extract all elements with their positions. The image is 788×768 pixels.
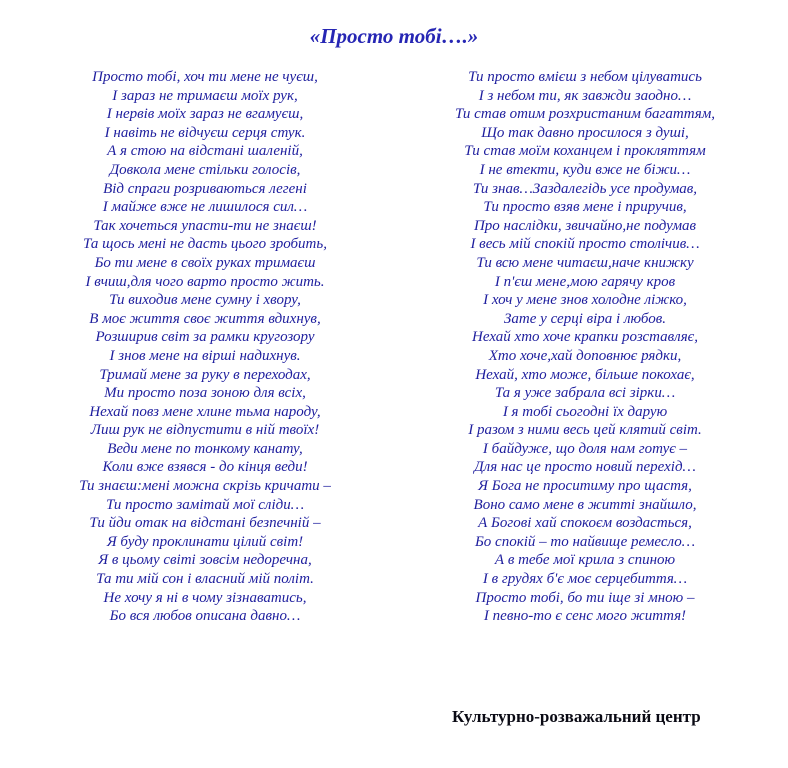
poem-title: «Просто тобі….» xyxy=(309,24,479,48)
verse-line: Ти просто замітай мої сліди… xyxy=(105,496,305,513)
verse-line: І навіть не відчуєш серця стук. xyxy=(104,124,306,141)
verse-line: Так хочеться упасти-ти не знаєш! xyxy=(93,217,317,234)
verse-line: Від спраги розриваються легені xyxy=(103,180,307,197)
verse-line: Нехай, хто може, більше покохає, xyxy=(475,366,695,383)
verse-line: Нехай хто хоче крапки розставляє, xyxy=(472,329,698,346)
verse-line: І не втекти, куди вже не біжи… xyxy=(479,161,691,178)
verse-line: Нехай повз мене хлине тьма народу, xyxy=(89,403,321,420)
verse-line: Ти просто взяв мене і приручив, xyxy=(483,199,687,216)
verse-line: Та я уже забрала всі зірки… xyxy=(494,385,676,402)
verse-line: Я Бога не проситиму про щастя, xyxy=(478,478,692,495)
verse-line: І в грудях б'є моє серцебиття… xyxy=(482,571,688,588)
verse-line: В моє життя своє життя вдихнув, xyxy=(89,310,321,327)
poem-column-right xyxy=(415,68,755,626)
verse-line: Лиш рук не відпустити в ній твоїх! xyxy=(90,422,320,439)
poem-column-left xyxy=(35,68,375,626)
verse-line: Та щось мені не дасть цього зробить, xyxy=(83,236,327,253)
verse-line: І певно-то є сенс мого життя! xyxy=(483,608,687,625)
verse-line: Ти знав…Заздалегідь усе продумав, xyxy=(472,180,698,197)
verse-line: Я буду проклинати цілий світ! xyxy=(106,533,304,550)
verse-line: І майже вже не лишилося сил… xyxy=(102,199,308,216)
verse-line: Ти просто вмієш з небом цілуватись xyxy=(468,69,702,85)
verse-line: Коли вже взявся - до кінця веди! xyxy=(102,459,308,476)
verse-line: Що так давно просилося з душі, xyxy=(481,124,689,141)
verse-line: Не хочу я ні в чому зізнаватись, xyxy=(103,589,307,606)
verse-line: І вчиш,для чого варто просто жить. xyxy=(85,273,325,290)
verse-line: І зараз не тримаєш моїх рук, xyxy=(112,87,298,104)
verse-line: Бо ти мене в своїх руках тримаєш xyxy=(94,254,316,271)
verse-line: Веди мене по тонкому канату, xyxy=(107,440,303,457)
organization-name: Культурно-розважальний центр xyxy=(452,707,701,726)
verse-line: Про наслідки, звичайно,не подумав xyxy=(473,217,697,234)
verse-line: Бо вся любов описана давно… xyxy=(109,608,301,625)
verse-line: Ти всю мене читаєш,наче книжку xyxy=(476,254,694,271)
verse-line: Ти йди отак на відстані безпечній – xyxy=(89,515,321,532)
verse-line: І я тобі сьогодні їх дарую xyxy=(502,403,668,420)
verse-line: Ти став моїм коханцем і прокляттям xyxy=(464,143,706,160)
verse-line: І знов мене на віршi надихнув. xyxy=(109,347,301,364)
verse-line: Просто тобі, хоч ти мене не чуєш, xyxy=(92,69,318,85)
verse-line: І нервів моїх зараз не вгамуєш, xyxy=(106,106,304,123)
verse-line: Довкола мене стільки голосів, xyxy=(109,161,301,178)
verse-line: І байдуже, що доля нам готує – xyxy=(482,440,688,457)
verse-line: Зате у серці віра і любов. xyxy=(504,310,666,327)
verse-line: Бо спокій – то найвище ремесло… xyxy=(474,533,696,550)
verse-line: Ми просто поза зоною для всіх, xyxy=(104,385,306,402)
verse-line: Ти виходив мене сумну і хвору, xyxy=(109,292,301,309)
verse-line: Ти став отим розхристаним багаттям, xyxy=(454,106,716,123)
verse-line: Та ти мій сон і власний мій політ. xyxy=(96,571,314,588)
verse-line: А Богові хай спокоєм воздасться, xyxy=(478,515,692,532)
verse-line: І п'єш мене,мою гарячу кров xyxy=(494,273,676,290)
verse-line: І разом з ними весь цей клятий світ. xyxy=(468,422,702,439)
verse-line: І весь мій спокій просто столічив… xyxy=(470,236,700,253)
verse-line: Для нас це просто новий перехід… xyxy=(474,459,696,476)
verse-line: Розширив світ за рамки кругозору xyxy=(95,329,315,346)
verse-line: А я стою на відстані шаленій, xyxy=(107,143,303,160)
verse-line: Ти знаєш:мені можна скрізь кричати – xyxy=(79,478,331,495)
verse-line: Я в цьому світі зовсім недоречна, xyxy=(98,552,312,569)
verse-line: Воно само мене в житті знайшло, xyxy=(473,496,697,513)
verse-line: І хоч у мене знов холодне ліжко, xyxy=(483,292,687,309)
verse-line: І з небом ти, як завжди заодно… xyxy=(478,87,692,104)
verse-line: Хто хоче,хай доповнює рядки, xyxy=(488,347,682,364)
verse-line: Тримай мене за руку в переходах, xyxy=(99,366,311,383)
verse-line: А в тебе мої крила з спиною xyxy=(494,552,676,569)
verse-line: Просто тобі, бо ти іще зі мною – xyxy=(475,589,695,606)
